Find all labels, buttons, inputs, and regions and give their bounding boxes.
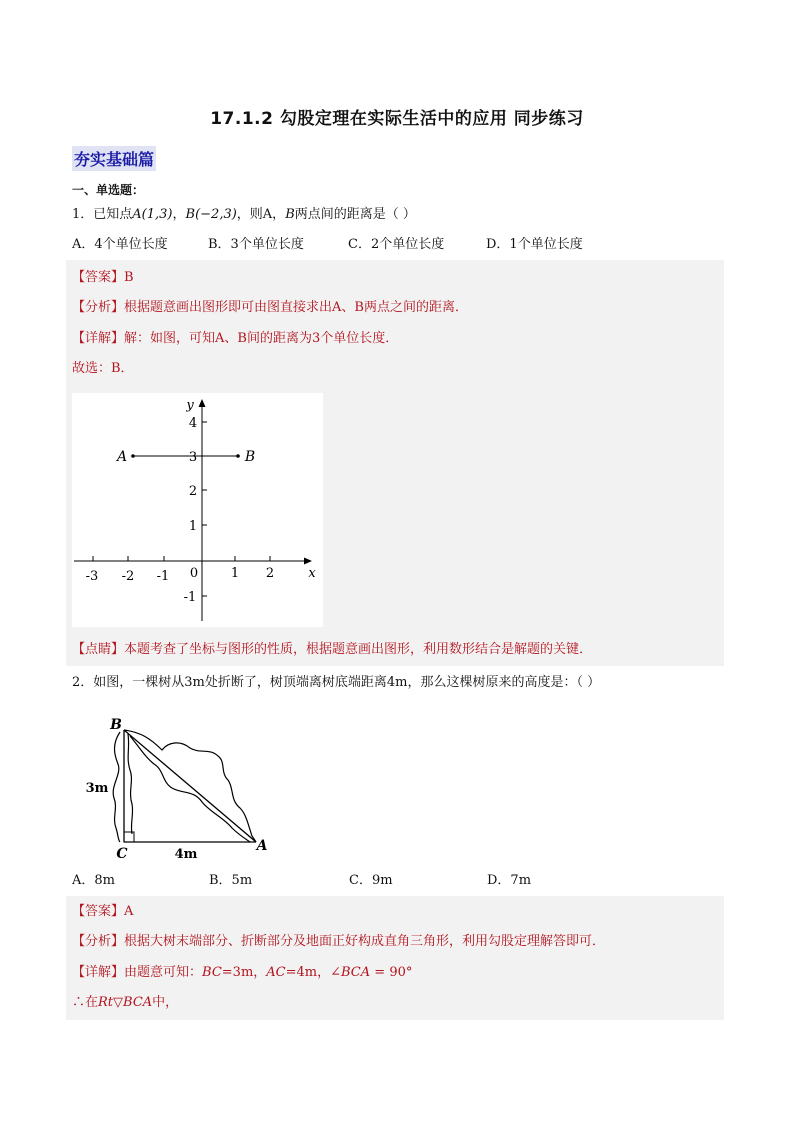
x-tick-label: -1 (156, 569, 170, 584)
analysis-tag: 【分析】 (72, 934, 125, 949)
x-axis-arrow (304, 558, 312, 565)
answer-line (72, 902, 133, 922)
answer-value: B (124, 270, 134, 285)
comment-tag: 【点睛】 (72, 642, 125, 657)
option-b[interactable]: B．3个单位长度 (208, 237, 304, 252)
comment-text: 本题考查了坐标与图形的性质，根据题意画出图形，利用数形结合是解题的关键． (124, 642, 593, 657)
point-b-coord: B(−2,3) (185, 207, 237, 222)
answer-panel-2 (66, 896, 724, 1020)
section-heading: 夯实基础篇 (72, 146, 156, 171)
x-tick-label: 1 (230, 566, 240, 581)
detail-tag: 【详解】 (72, 331, 125, 346)
choose-line: 故选：B． (72, 361, 134, 376)
x-axis-label: x (308, 566, 316, 581)
tree-label-base: 4m (174, 847, 198, 862)
answer-line (72, 268, 134, 288)
point-a-label: A (116, 449, 128, 465)
coordinate-graph (72, 393, 323, 627)
analysis-tag: 【分析】 (72, 300, 125, 315)
hypotenuse (124, 730, 256, 842)
stem-text: 已知点 (93, 207, 133, 222)
option-c[interactable]: C．2个单位长度 (348, 237, 445, 252)
y-tick-label: -1 (183, 590, 197, 605)
point-a-dot (131, 454, 135, 458)
label-b: B (285, 207, 295, 222)
comment-line (72, 640, 592, 660)
x-tick-label: 0 (189, 566, 199, 581)
detail-line (72, 329, 398, 349)
question-1-options (72, 235, 583, 255)
option-b[interactable]: B．5m (209, 873, 253, 888)
analysis-text: 根据大树末端部分、折断部分及地面正好构成直角三角形，利用勾股定理解答即可． (124, 934, 606, 949)
page-title: 17.1.2 勾股定理在实际生活中的应用 同步练习 (210, 109, 584, 129)
analysis-line (72, 298, 468, 318)
option-a[interactable]: A．8m (72, 873, 115, 888)
stem-text: 两点间的距离是（ ） (294, 207, 416, 222)
broken-tree-figure (84, 714, 274, 862)
x-tick-label: 2 (265, 566, 275, 581)
y-axis-arrow (199, 399, 206, 407)
answer-value: A (124, 904, 134, 919)
detail-text: 解：如图，可知A、B间的距离为3个单位长度． (124, 331, 399, 346)
y-tick-label: 4 (188, 416, 198, 431)
answer-tag: 【答案】 (72, 904, 125, 919)
x-tick-label: -2 (121, 569, 135, 584)
y-tick-label: 3 (188, 450, 198, 465)
question-1-stem: 1．已知点A(1,3)，B(−2,3)，则A，B两点间的距离是（ ） (72, 207, 416, 222)
point-a-coord: A(1,3) (132, 207, 173, 222)
question-2-options (72, 871, 531, 891)
x-tick-label: -3 (85, 569, 99, 584)
stem-text: 如图，一棵树从3m处折断了，树顶端离树底端距离4m，那么这棵树原来的高度是：（ ） (93, 675, 601, 690)
point-b-label: B (244, 449, 256, 465)
question-number: 1． (72, 207, 94, 222)
point-b-dot (236, 454, 240, 458)
tree-label-a: A (256, 838, 268, 854)
y-tick-label: 2 (188, 484, 198, 499)
y-axis-label: y (186, 398, 194, 413)
detail-line: 【详解】由题意可知：BC=3m，AC=4m，∠BCA = 90° (72, 965, 413, 980)
option-d[interactable]: D．1个单位长度 (486, 237, 583, 252)
answer-tag: 【答案】 (72, 270, 125, 285)
option-d[interactable]: D．7m (487, 873, 532, 888)
tree-label-c: C (116, 846, 128, 862)
stem-text: ，则A， (236, 207, 286, 222)
therefore-line: ∴在Rt▽BCA中， (72, 995, 179, 1010)
question-number: 2． (72, 675, 94, 690)
question-type-heading: 一、单选题： (72, 183, 145, 197)
trunk-outline (113, 732, 120, 842)
tree-label-b: B (110, 717, 122, 733)
question-2-stem (72, 673, 600, 693)
tree-label-height: 3m (85, 781, 109, 796)
option-c[interactable]: C．9m (349, 873, 393, 888)
y-tick-label: 1 (188, 519, 198, 534)
analysis-line (72, 932, 605, 952)
option-a[interactable]: A．4个单位长度 (72, 237, 168, 252)
trunk-inner (128, 734, 133, 834)
detail-tag: 【详解】 (72, 965, 125, 980)
analysis-text: 根据题意画出图形即可由图直接求出A、B两点之间的距离． (124, 300, 468, 315)
